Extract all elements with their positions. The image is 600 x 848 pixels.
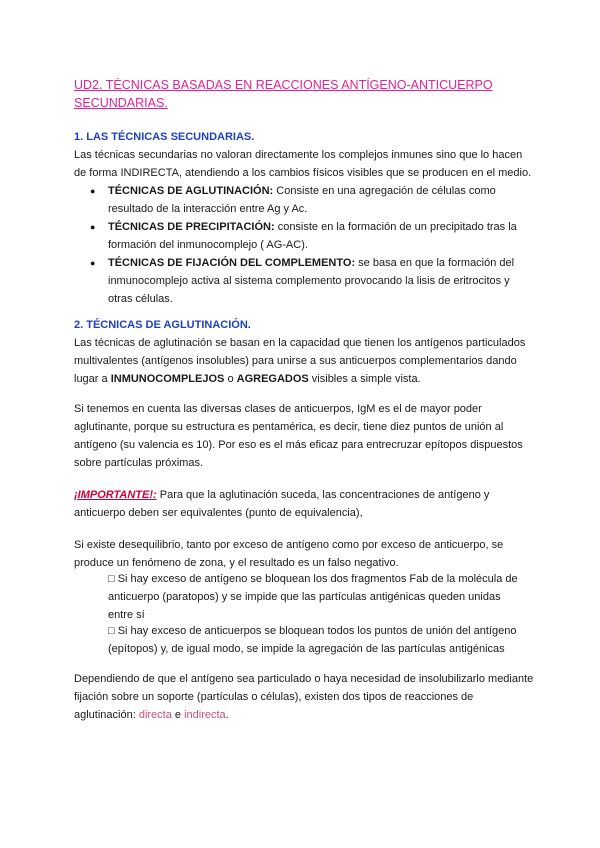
term-agregados: AGREGADOS	[236, 373, 309, 385]
term-indirecta: indirecta	[184, 709, 226, 721]
important-text: Para que la aglutinación suceda, las concentraciones de antígeno y anticuerpo deben ser equivalentes (punto de equivalencia),	[74, 489, 490, 519]
text-run: Dependiendo de que el antígeno sea particulado o haya necesidad de insolubilizarlo mediante fijación sobre un soporte (partículas o células), existen dos tipos de reacciones de aglutinación:	[74, 673, 534, 721]
important-label: ¡IMPORTANTE!:	[74, 489, 157, 501]
list-item	[90, 254, 530, 308]
bullet-text: consiste en la formación de un precipitado tras la formación del inmunocomplejo ( AG-AC).	[108, 221, 517, 251]
bullet-term: TÉCNICAS DE FIJACIÓN DEL COMPLEMENTO:	[108, 257, 356, 269]
list-item	[90, 182, 530, 218]
bullet-term: TÉCNICAS DE AGLUTINACIÓN:	[108, 185, 274, 197]
important-note	[74, 486, 534, 522]
section2-paragraph-1	[74, 334, 534, 388]
term-inmunocomplejos: INMUNOCOMPLEJOS	[110, 373, 225, 385]
section2-paragraph-3: Si existe desequilibrio, tanto por exceso de antígeno como por exceso de anticuerpo, se produce un fenómeno de zona, y el resultado es un falso negativo.	[74, 539, 504, 569]
text-run: o	[224, 373, 237, 385]
term-directa: directa	[138, 709, 172, 721]
bullet-text: Consiste en una agregación de células como resultado de la interacción entre Ag y Ac.	[108, 185, 496, 215]
text-run: Las técnicas de aglutinación se basan en la capacidad que tienen los antígenos particulados multivalentes (antígenos insolubles) para unirse a sus anticuerpos complementarios dando lugar a	[74, 337, 526, 385]
sub-item-antibody-excess: □ Si hay exceso de anticuerpos se bloquean todos los puntos de unión del antígeno (epítopos) y, de igual modo, se impide la agregación de las partículas antigénicas	[108, 625, 517, 655]
techniques-list	[90, 182, 530, 308]
bullet-term: TÉCNICAS DE PRECIPITACIÓN:	[108, 221, 275, 233]
section2-heading: 2. TÉCNICAS DE AGLUTINACIÓN.	[74, 319, 251, 331]
text-run: e	[171, 709, 185, 721]
list-item	[90, 218, 530, 254]
section1-intro: Las técnicas secundarias no valoran directamente los complejos inmunes sino que lo hacen de forma INDIRECTA, atendiendo a los cambios físicos visibles que se producen en el medio.	[74, 149, 532, 179]
text-run: visibles a simple vista.	[308, 373, 421, 385]
text-run: .	[225, 709, 229, 721]
sub-item-antigen-excess: □ Si hay exceso de antígeno se bloquean los dos fragmentos Fab de la molécula de anticuerpo (paratopos) y se impide que las partículas antigénicas queden unidas entre sí	[108, 573, 518, 621]
section2-paragraph-4	[74, 670, 534, 724]
bullet-text: se basa en que la formación del inmunocomplejo activa al sistema complemento provocando la lisis de eritrocitos y otras células.	[108, 257, 515, 305]
section2-paragraph-2: Si tenemos en cuenta las diversas clases de anticuerpos, IgM es el de mayor poder aglutinante, porque su estructura es pentamérica, es decir, tiene diez puntos de unión al antígeno (su valencia es 10). Por eso es el más eficaz para entrecruzar epítopos dispuestos sobre partículas próximas.	[74, 403, 523, 469]
page-title: UD2. TÉCNICAS BASADAS EN REACCIONES ANTÍGENO-ANTICUERPO SECUNDARIAS.	[74, 78, 493, 110]
section1-heading: 1. LAS TÉCNICAS SECUNDARIAS.	[74, 131, 255, 143]
